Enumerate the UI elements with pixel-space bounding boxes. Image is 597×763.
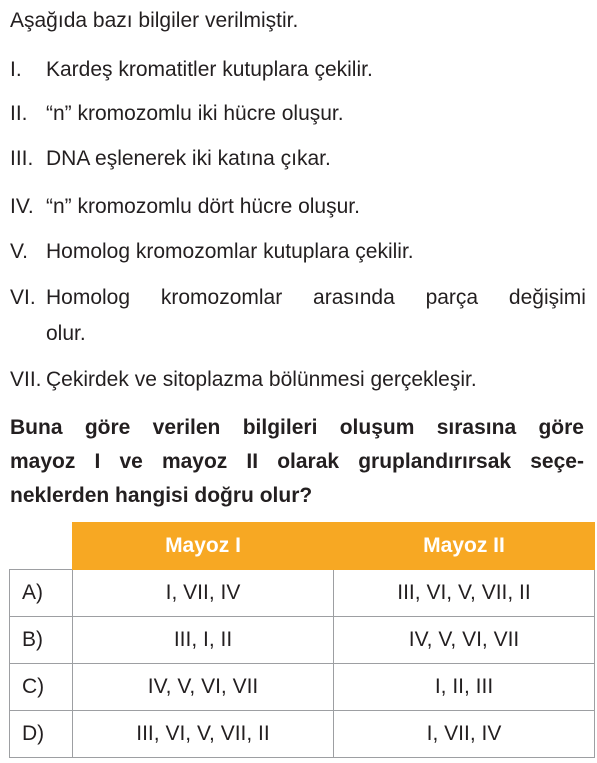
statement-number: IV. — [10, 195, 34, 218]
table-row[interactable] — [10, 570, 595, 617]
answer-table — [9, 522, 595, 758]
mayoz-1-cell: I, VII, IV — [73, 570, 334, 617]
option-label[interactable]: D) — [10, 711, 73, 758]
intro-text: Aşağıda bazı bilgiler verilmiştir. — [10, 9, 299, 32]
word: kromozomlar — [160, 286, 283, 309]
table-corner-cell — [10, 523, 73, 570]
mayoz-1-cell: III, I, II — [73, 617, 334, 664]
table-row[interactable] — [10, 664, 595, 711]
statement-text-continuation: olur. — [46, 322, 86, 345]
statement-3 — [10, 146, 331, 172]
word: parça — [425, 286, 479, 309]
header-mayoz-2: Mayoz II — [334, 523, 595, 570]
word: verilen — [152, 416, 221, 439]
word: göre — [84, 416, 131, 439]
option-label[interactable]: B) — [10, 617, 73, 664]
statement-1 — [10, 57, 373, 83]
statement-number: V. — [10, 240, 28, 263]
statement-5 — [10, 239, 414, 265]
question-line-3: neklerden hangisi doğru olur? — [10, 484, 313, 507]
word: gruplandırırsak — [358, 450, 512, 473]
question-line-1 — [10, 411, 584, 445]
header-mayoz-1: Mayoz I — [73, 523, 334, 570]
word: arasında — [313, 286, 395, 309]
word: bilgileri — [242, 416, 318, 439]
statement-number: VI. — [10, 286, 36, 309]
mayoz-2-cell: I, VII, IV — [334, 711, 595, 758]
statement-number: II. — [10, 102, 28, 125]
option-label[interactable]: C) — [10, 664, 73, 711]
question-line-2 — [10, 445, 584, 479]
word: göre — [538, 416, 584, 439]
word: mayoz — [10, 450, 76, 473]
question-text — [10, 411, 584, 513]
statement-number: VII. — [10, 368, 42, 391]
statement-text: Kardeş kromatitler kutuplara çekilir. — [46, 58, 373, 81]
statement-number: I. — [10, 58, 22, 81]
table-row[interactable] — [10, 617, 595, 664]
statement-4 — [10, 194, 360, 220]
word: ve — [119, 450, 143, 473]
word: sırasına — [436, 416, 517, 439]
statement-text: “n” kromozomlu dört hücre oluşur. — [46, 195, 360, 218]
statement-text: DNA eşlenerek iki katına çıkar. — [46, 147, 331, 170]
word: oluşum — [339, 416, 415, 439]
word: değişimi — [508, 286, 586, 309]
option-label[interactable]: A) — [10, 570, 73, 617]
statement-6 — [10, 285, 586, 347]
mayoz-2-cell: III, VI, V, VII, II — [334, 570, 595, 617]
statement-text: Çekirdek ve sitoplazma bölünmesi gerçekleşir. — [46, 368, 477, 391]
mayoz-2-cell: IV, V, VI, VII — [334, 617, 595, 664]
word: II — [246, 450, 259, 473]
word: olarak — [277, 450, 340, 473]
table-header-row — [10, 523, 595, 570]
table-row[interactable] — [10, 711, 595, 758]
word: Homolog — [46, 286, 131, 309]
word: seçe- — [530, 450, 584, 473]
statement-7 — [10, 367, 477, 393]
word: Buna — [10, 416, 63, 439]
mayoz-1-cell: IV, V, VI, VII — [73, 664, 334, 711]
word: mayoz — [161, 450, 228, 473]
statement-text: “n” kromozomlu iki hücre oluşur. — [46, 102, 344, 125]
statement-number: III. — [10, 147, 34, 170]
statement-text: Homolog kromozomlar kutuplara çekilir. — [46, 240, 414, 263]
statement-2 — [10, 101, 344, 127]
statement-text — [46, 285, 586, 311]
mayoz-1-cell: III, VI, V, VII, II — [73, 711, 334, 758]
word: I — [94, 450, 101, 473]
mayoz-2-cell: I, II, III — [334, 664, 595, 711]
